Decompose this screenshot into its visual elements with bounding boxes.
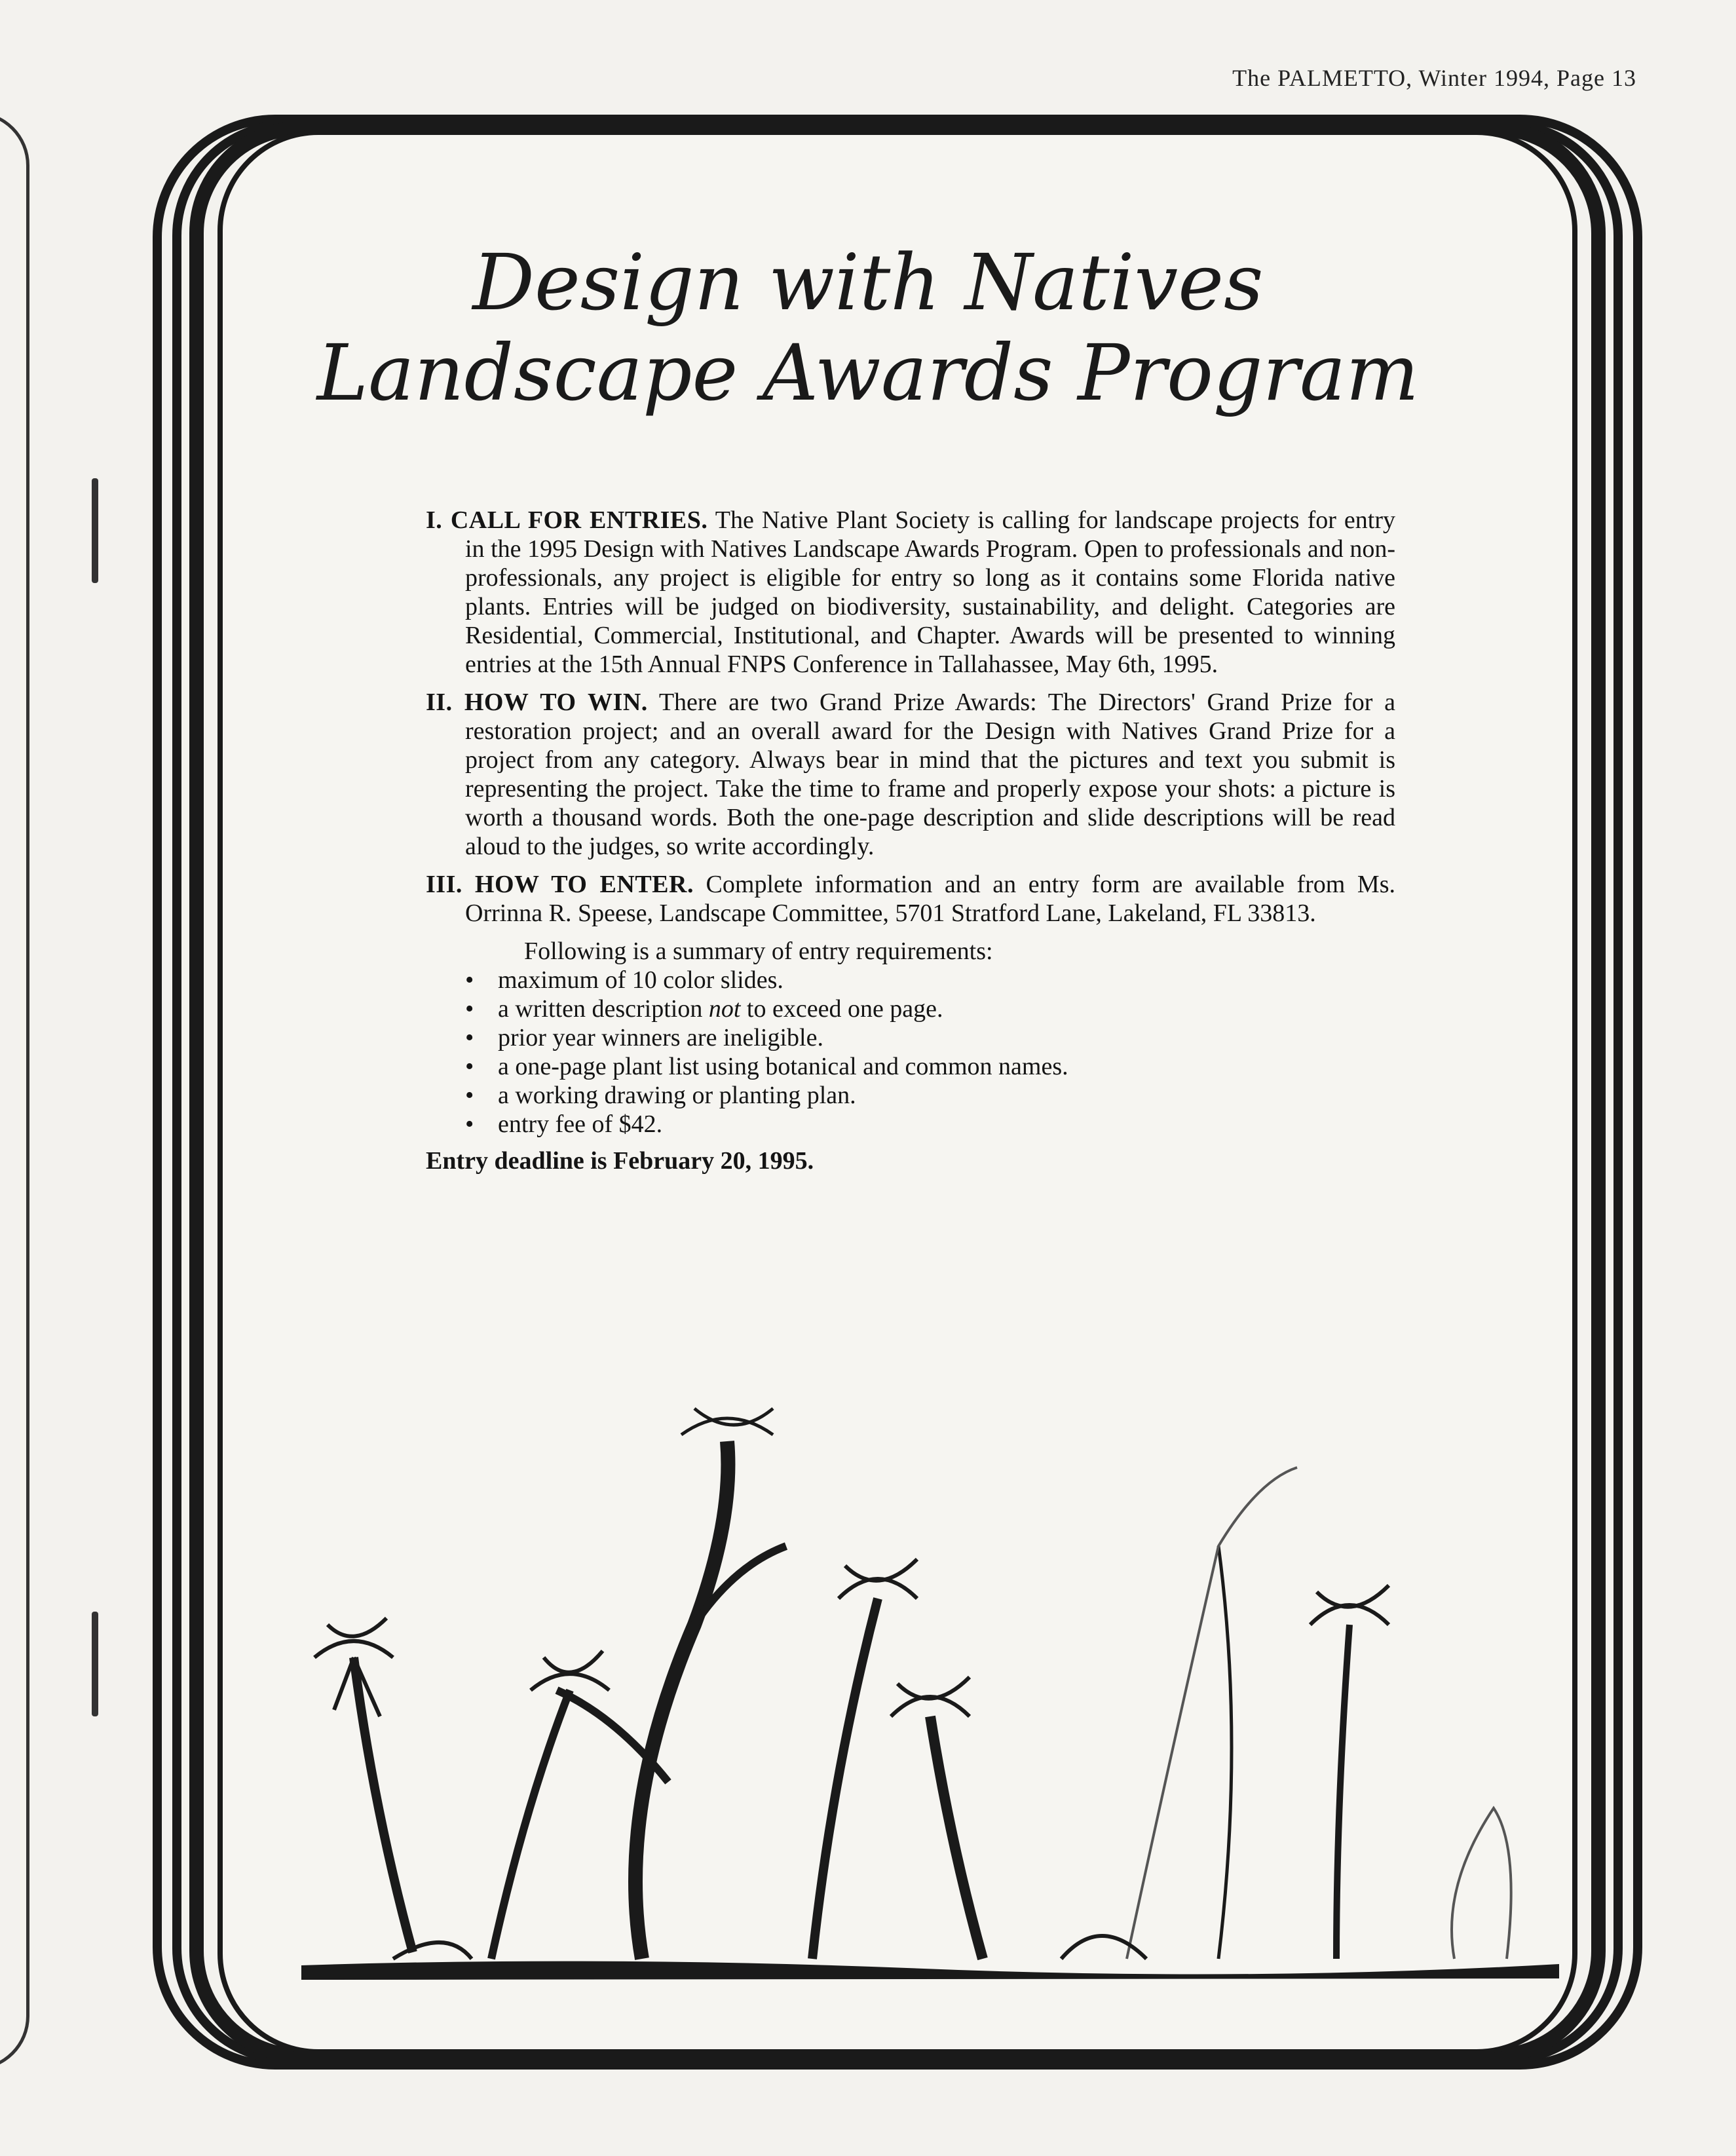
- entry-deadline: Entry deadline is February 20, 1995.: [426, 1147, 814, 1175]
- list-item: • a written description not to exceed one page.: [465, 994, 1395, 1023]
- section-text: There are two Grand Prize Awards: The Directors' Grand Prize for a restoration project; and an overall award for the Design with Natives Grand Prize for a project from any category. Always bear in mind that the pictures and text you submit is representing the project. Take the time to frame and properly expose your shots: a picture is worth a thousand words. Both the one-page description and slide descriptions will be read aloud to the judges, so write accordingly.: [465, 689, 1395, 860]
- binding-stitch: [92, 478, 98, 583]
- title-line-1: Design with Natives: [472, 237, 1264, 328]
- section-heading: III. HOW TO ENTER.: [426, 871, 694, 898]
- requirements-list: [426, 966, 1395, 1139]
- palm-landscape-illustration: [275, 1350, 1572, 2005]
- list-item: • a working drawing or planting plan.: [465, 1081, 1395, 1110]
- list-item: • a one-page plant list using botanical and common names.: [465, 1052, 1395, 1081]
- section-heading: I. CALL FOR ENTRIES.: [426, 506, 708, 534]
- list-item: • prior year winners are ineligible.: [465, 1023, 1395, 1052]
- section-text: Complete information and an entry form are available from Ms. Orrinna R. Speese, Landscape Committee, 5701 Stratford Lane, Lakeland, FL 33813.: [465, 871, 1395, 927]
- binding-stitch: [92, 1612, 98, 1716]
- requirements-intro: Following is a summary of entry requirements:: [524, 937, 993, 965]
- page-header: The PALMETTO, Winter 1994, Page 13: [1232, 65, 1636, 91]
- list-item: • maximum of 10 color slides.: [465, 966, 1395, 994]
- section-text: The Native Plant Society is calling for landscape projects for entry in the 1995 Design with Natives Landscape Awards Program. Open to professionals and non-professionals, any project is eligible for entry so long as it contains some Florida native plants. Entries will be judged on biodiversity, sustainability, and delight. Categories are Residential, Commercial, Institutional, and Chapter. Awards will be presented to winning entries at the 15th Annual FNPS Conference in Tallahassee, May 6th, 1995.: [465, 506, 1396, 678]
- how-to-win-section: [426, 688, 1395, 861]
- title-line-2: Landscape Awards Program: [316, 328, 1420, 418]
- article-body: [426, 506, 1395, 1175]
- call-for-entries-section: [426, 506, 1395, 679]
- list-item: • entry fee of $42.: [465, 1110, 1395, 1139]
- section-heading: II. HOW TO WIN.: [426, 689, 648, 716]
- how-to-enter-section: [426, 870, 1395, 928]
